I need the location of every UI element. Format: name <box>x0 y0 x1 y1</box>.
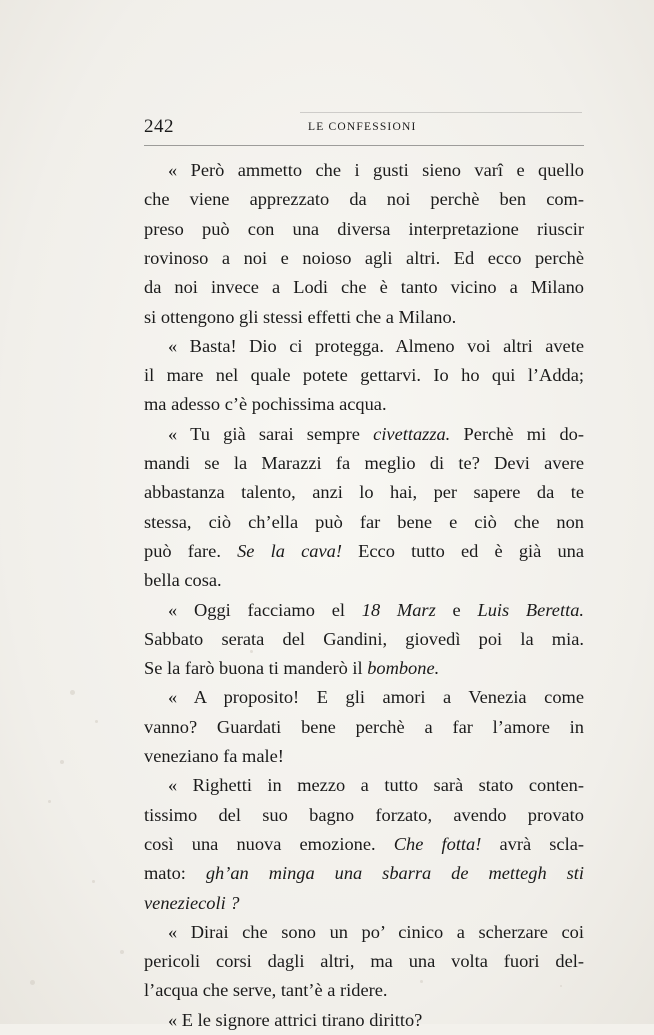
text-run: rovinoso a noi e noioso agli altri. Ed ecco perchè <box>144 247 584 268</box>
text-run: che viene apprezzato da noi perchè ben com- <box>144 189 584 210</box>
text-run: l’acqua che serve, tant’è a ridere. <box>144 980 388 1001</box>
italic-text: Luis Beretta. <box>477 599 584 620</box>
paper-speck <box>560 985 562 987</box>
text-line <box>144 801 584 830</box>
text-line <box>144 478 584 507</box>
italic-text: Che fotta! <box>393 833 482 854</box>
text-run: « Basta! Dio ci protegga. Almeno voi altri avete <box>168 335 584 356</box>
text-line <box>144 947 584 976</box>
paper-speck <box>120 950 124 954</box>
text-line <box>144 185 584 214</box>
text-run: Perchè mi do- <box>450 423 584 444</box>
text-line <box>144 889 584 918</box>
text-line <box>144 830 584 859</box>
running-title: LE CONFESSIONI <box>308 121 417 133</box>
text-line <box>168 1006 584 1035</box>
text-run: mato: <box>144 863 206 884</box>
text-run: « E le signore attrici tirano diritto? <box>168 1009 423 1030</box>
text-run: « Dirai che sono un po’ cinico a scherzare coi <box>168 921 584 942</box>
paper-speck <box>95 720 98 723</box>
text-run: abbastanza talento, anzi lo hai, per sapere da te <box>144 482 584 503</box>
text-line <box>168 683 584 712</box>
paper-speck <box>250 650 253 653</box>
text-line <box>144 537 584 566</box>
text-run: « Però ammetto che i gusti sieno varî e quello <box>168 160 584 180</box>
faint-top-rule <box>300 112 582 113</box>
text-line <box>168 918 584 947</box>
text-line <box>144 654 584 683</box>
text-run: può fare. <box>144 540 238 561</box>
text-run: « Tu già sarai sempre <box>168 423 374 444</box>
text-run: preso può con una diversa interpretazione riuscir <box>144 218 584 239</box>
paper-speck <box>60 760 64 764</box>
text-line <box>144 215 584 244</box>
text-line <box>168 771 584 800</box>
text-line <box>144 303 584 332</box>
text-run: Se la farò buona ti manderò il <box>144 658 368 679</box>
text-run: e <box>435 599 478 620</box>
running-head <box>144 116 584 142</box>
text-run: avrà scla- <box>481 833 584 854</box>
text-line <box>144 566 584 595</box>
text-line <box>144 361 584 390</box>
text-line <box>144 508 584 537</box>
text-line <box>168 596 584 625</box>
header-rule <box>144 145 584 146</box>
text-line <box>144 390 584 419</box>
text-run: tissimo del suo bagno forzato, avendo provato <box>144 804 584 825</box>
text-run: così una nuova emozione. <box>144 833 394 854</box>
text-line <box>144 742 584 771</box>
text-line <box>144 976 584 1005</box>
text-line <box>144 449 584 478</box>
text-line <box>144 713 584 742</box>
text-run: pericoli corsi dagli altri, ma una volta fuori del- <box>144 951 584 972</box>
text-run: da noi invece a Lodi che è tanto vicino a Milano <box>144 277 584 298</box>
text-run: veneziano fa male! <box>144 746 284 766</box>
text-run: si ottengono gli stessi effetti che a Milano. <box>144 306 457 327</box>
text-line <box>144 859 584 888</box>
text-run: « Righetti in mezzo a tutto sarà stato conten- <box>168 775 584 796</box>
text-run: vanno? Guardati bene perchè a far l’amore in <box>144 716 584 737</box>
text-run: mandi se la Marazzi fa meglio di te? Devi avere <box>144 453 584 473</box>
paper-speck <box>70 690 75 695</box>
text-line <box>144 244 584 273</box>
paper-speck <box>420 980 423 983</box>
text-run: « Oggi facciamo el <box>168 599 362 620</box>
text-run: Ecco tutto ed è già una <box>341 540 585 561</box>
italic-text: Se la cava! <box>237 540 342 561</box>
text-run: Sabbato serata del Gandini, giovedì poi la mia. <box>144 628 584 649</box>
text-run: il mare nel quale potete gettarvi. Io ho qui l’Adda; <box>144 365 584 386</box>
paper-speck <box>30 980 35 985</box>
text-line <box>168 156 584 185</box>
italic-text: civettazza. <box>373 423 451 444</box>
text-line <box>168 420 584 449</box>
paper-speck <box>48 800 51 803</box>
text-run: stessa, ciò ch’ella può far bene e ciò che non <box>144 511 584 532</box>
italic-text: veneziecoli ? <box>144 892 240 913</box>
italic-text: gh’an minga una sbarra de mettegh sti <box>205 863 585 884</box>
text-line <box>168 332 584 361</box>
text-line <box>144 625 584 654</box>
text-run: « A proposito! E gli amori a Venezia come <box>168 687 584 708</box>
paper-speck <box>92 880 95 883</box>
italic-text: bombone. <box>367 658 440 679</box>
text-run: bella cosa. <box>144 570 222 591</box>
italic-text: 18 Marz <box>361 599 436 620</box>
text-run: ma adesso c’è pochissima acqua. <box>144 394 387 415</box>
page-number: 242 <box>144 116 174 137</box>
text-line <box>144 273 584 302</box>
